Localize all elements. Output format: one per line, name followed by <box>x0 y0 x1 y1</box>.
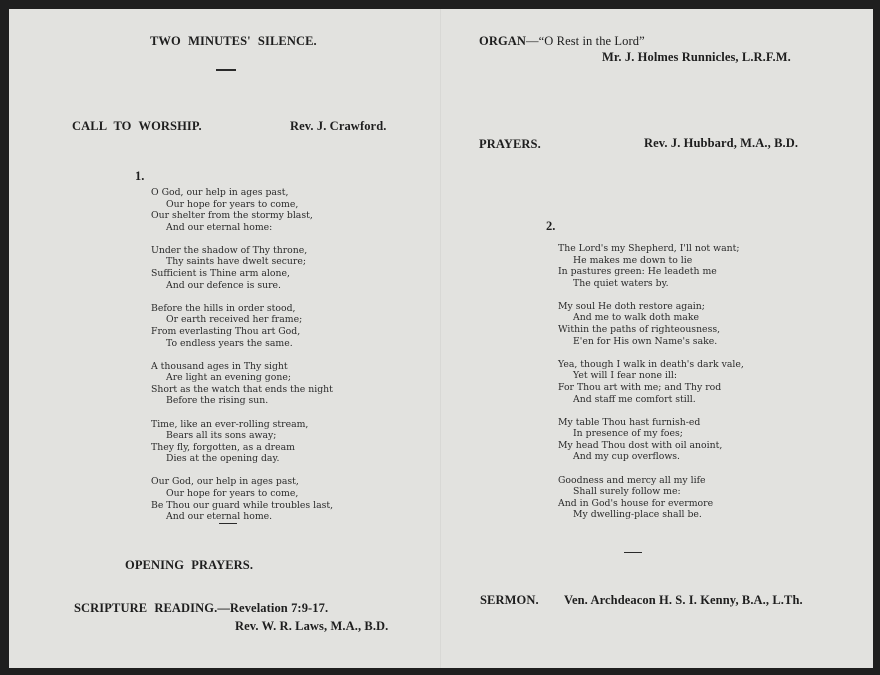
hymn-line: My dwelling-place shall be. <box>573 509 702 521</box>
hymn-verse <box>151 245 333 291</box>
divider-rule <box>219 523 237 524</box>
hymn-line: Goodness and mercy all my life <box>558 474 706 486</box>
opening-prayers-heading: OPENING PRAYERS. <box>125 558 254 572</box>
hymn-line: Dies at the opening day. <box>166 453 280 465</box>
hymn-2-text <box>558 243 744 532</box>
hymn-line: Bears all its sons away; <box>166 430 277 442</box>
scripture-reading-line <box>74 601 328 616</box>
hymn-line: My soul He doth restore again; <box>558 300 705 312</box>
hymn-line: Our hope for years to come, <box>166 487 299 499</box>
hymn-line: My table Thou hast furnish-ed <box>558 416 701 428</box>
hymn-line: And me to walk doth make <box>573 312 699 324</box>
hymn-line: Before the hills in order stood, <box>151 302 296 314</box>
hymn-line: And my cup overflows. <box>573 451 681 463</box>
hymn-1-text <box>151 187 333 534</box>
hymn-line: Short as the watch that ends the night <box>151 383 333 395</box>
hymn-verse <box>558 417 744 463</box>
organist-name: Mr. J. Holmes Runnicles, L.R.F.M. <box>602 50 791 64</box>
hymn-line: They fly, forgotten, as a dream <box>151 441 295 453</box>
hymn-line: The Lord's my Shepherd, I'll not want; <box>558 243 740 254</box>
organ-piece: —“O Rest in the Lord” <box>526 34 645 48</box>
call-to-worship-leader: Rev. J. Crawford. <box>290 119 387 133</box>
scripture-reader: Rev. W. R. Laws, M.A., B.D. <box>235 619 389 633</box>
hymn-line: To endless years the same. <box>166 337 293 349</box>
hymn-line: In presence of my foes; <box>573 428 683 440</box>
sermon-heading: SERMON. <box>480 593 539 607</box>
hymn-line: A thousand ages in Thy sight <box>151 360 288 372</box>
hymn-1-number: 1. <box>135 169 145 183</box>
hymn-line: Or earth received her frame; <box>166 314 303 326</box>
hymn-verse <box>151 419 333 465</box>
hymn-verse <box>558 359 744 405</box>
hymn-verse <box>558 475 744 521</box>
hymn-line: Shall surely follow me: <box>573 486 681 498</box>
hymn-verse <box>151 303 333 349</box>
hymn-line: O God, our help in ages past, <box>151 187 289 198</box>
hymn-line: Our hope for years to come, <box>166 198 299 210</box>
scripture-reference: —Revelation 7:9-17. <box>217 601 329 615</box>
hymn-line: From everlasting Thou art God, <box>151 325 301 337</box>
scripture-reading-label: SCRIPTURE READING. <box>74 601 218 615</box>
hymn-line: And our defence is sure. <box>166 279 281 291</box>
hymn-verse <box>151 187 333 233</box>
hymn-line: Sufficient is Thine arm alone, <box>151 268 290 280</box>
hymn-line: Our God, our help in ages past, <box>151 476 299 488</box>
hymn-line: E'en for His own Name's sake. <box>573 335 718 347</box>
hymn-verse <box>151 361 333 407</box>
hymn-verse <box>558 301 744 347</box>
hymn-line: In pastures green: He leadeth me <box>558 266 717 278</box>
hymn-line: Under the shadow of Thy throne, <box>151 244 308 256</box>
hymn-line: And our eternal home: <box>166 221 273 233</box>
hymn-2-number: 2. <box>546 219 556 233</box>
hymn-line: The quiet waters by. <box>573 277 669 289</box>
center-fold <box>440 9 441 668</box>
hymn-line: And staff me comfort still. <box>573 393 696 405</box>
hymn-line: Our shelter from the stormy blast, <box>151 210 313 222</box>
hymn-line: My head Thou dost with oil anoint, <box>558 439 723 451</box>
organ-line <box>479 34 645 49</box>
hymn-verse <box>558 243 744 289</box>
hymn-line: Thy saints have dwelt secure; <box>166 256 306 268</box>
prayers-heading: PRAYERS. <box>479 137 541 151</box>
hymn-line: Yet will I fear none ill: <box>573 370 677 382</box>
divider-rule <box>216 69 236 71</box>
hymn-line: Yea, though I walk in death's dark vale, <box>558 358 744 370</box>
sermon-preacher: Ven. Archdeacon H. S. I. Kenny, B.A., L.Th. <box>564 593 803 607</box>
hymn-line: Before the rising sun. <box>166 395 269 407</box>
hymn-line: He makes me down to lie <box>573 254 693 266</box>
call-to-worship-heading: CALL TO WORSHIP. <box>72 119 202 133</box>
hymn-line: For Thou art with me; and Thy rod <box>558 381 722 393</box>
two-minutes-silence-heading: TWO MINUTES' SILENCE. <box>150 34 317 48</box>
prayers-leader: Rev. J. Hubbard, M.A., B.D. <box>644 136 799 150</box>
divider-rule <box>624 552 642 553</box>
hymn-line: And in God's house for evermore <box>558 497 714 509</box>
hymn-line: Are light an evening gone; <box>166 372 291 384</box>
hymn-line: Be Thou our guard while troubles last, <box>151 499 334 511</box>
hymn-line: Within the paths of righteousness, <box>558 324 721 336</box>
hymn-verse <box>151 476 333 522</box>
hymn-line: And our eternal home. <box>166 511 273 523</box>
organ-label: ORGAN <box>479 34 527 48</box>
hymn-line: Time, like an ever-rolling stream, <box>151 418 309 430</box>
